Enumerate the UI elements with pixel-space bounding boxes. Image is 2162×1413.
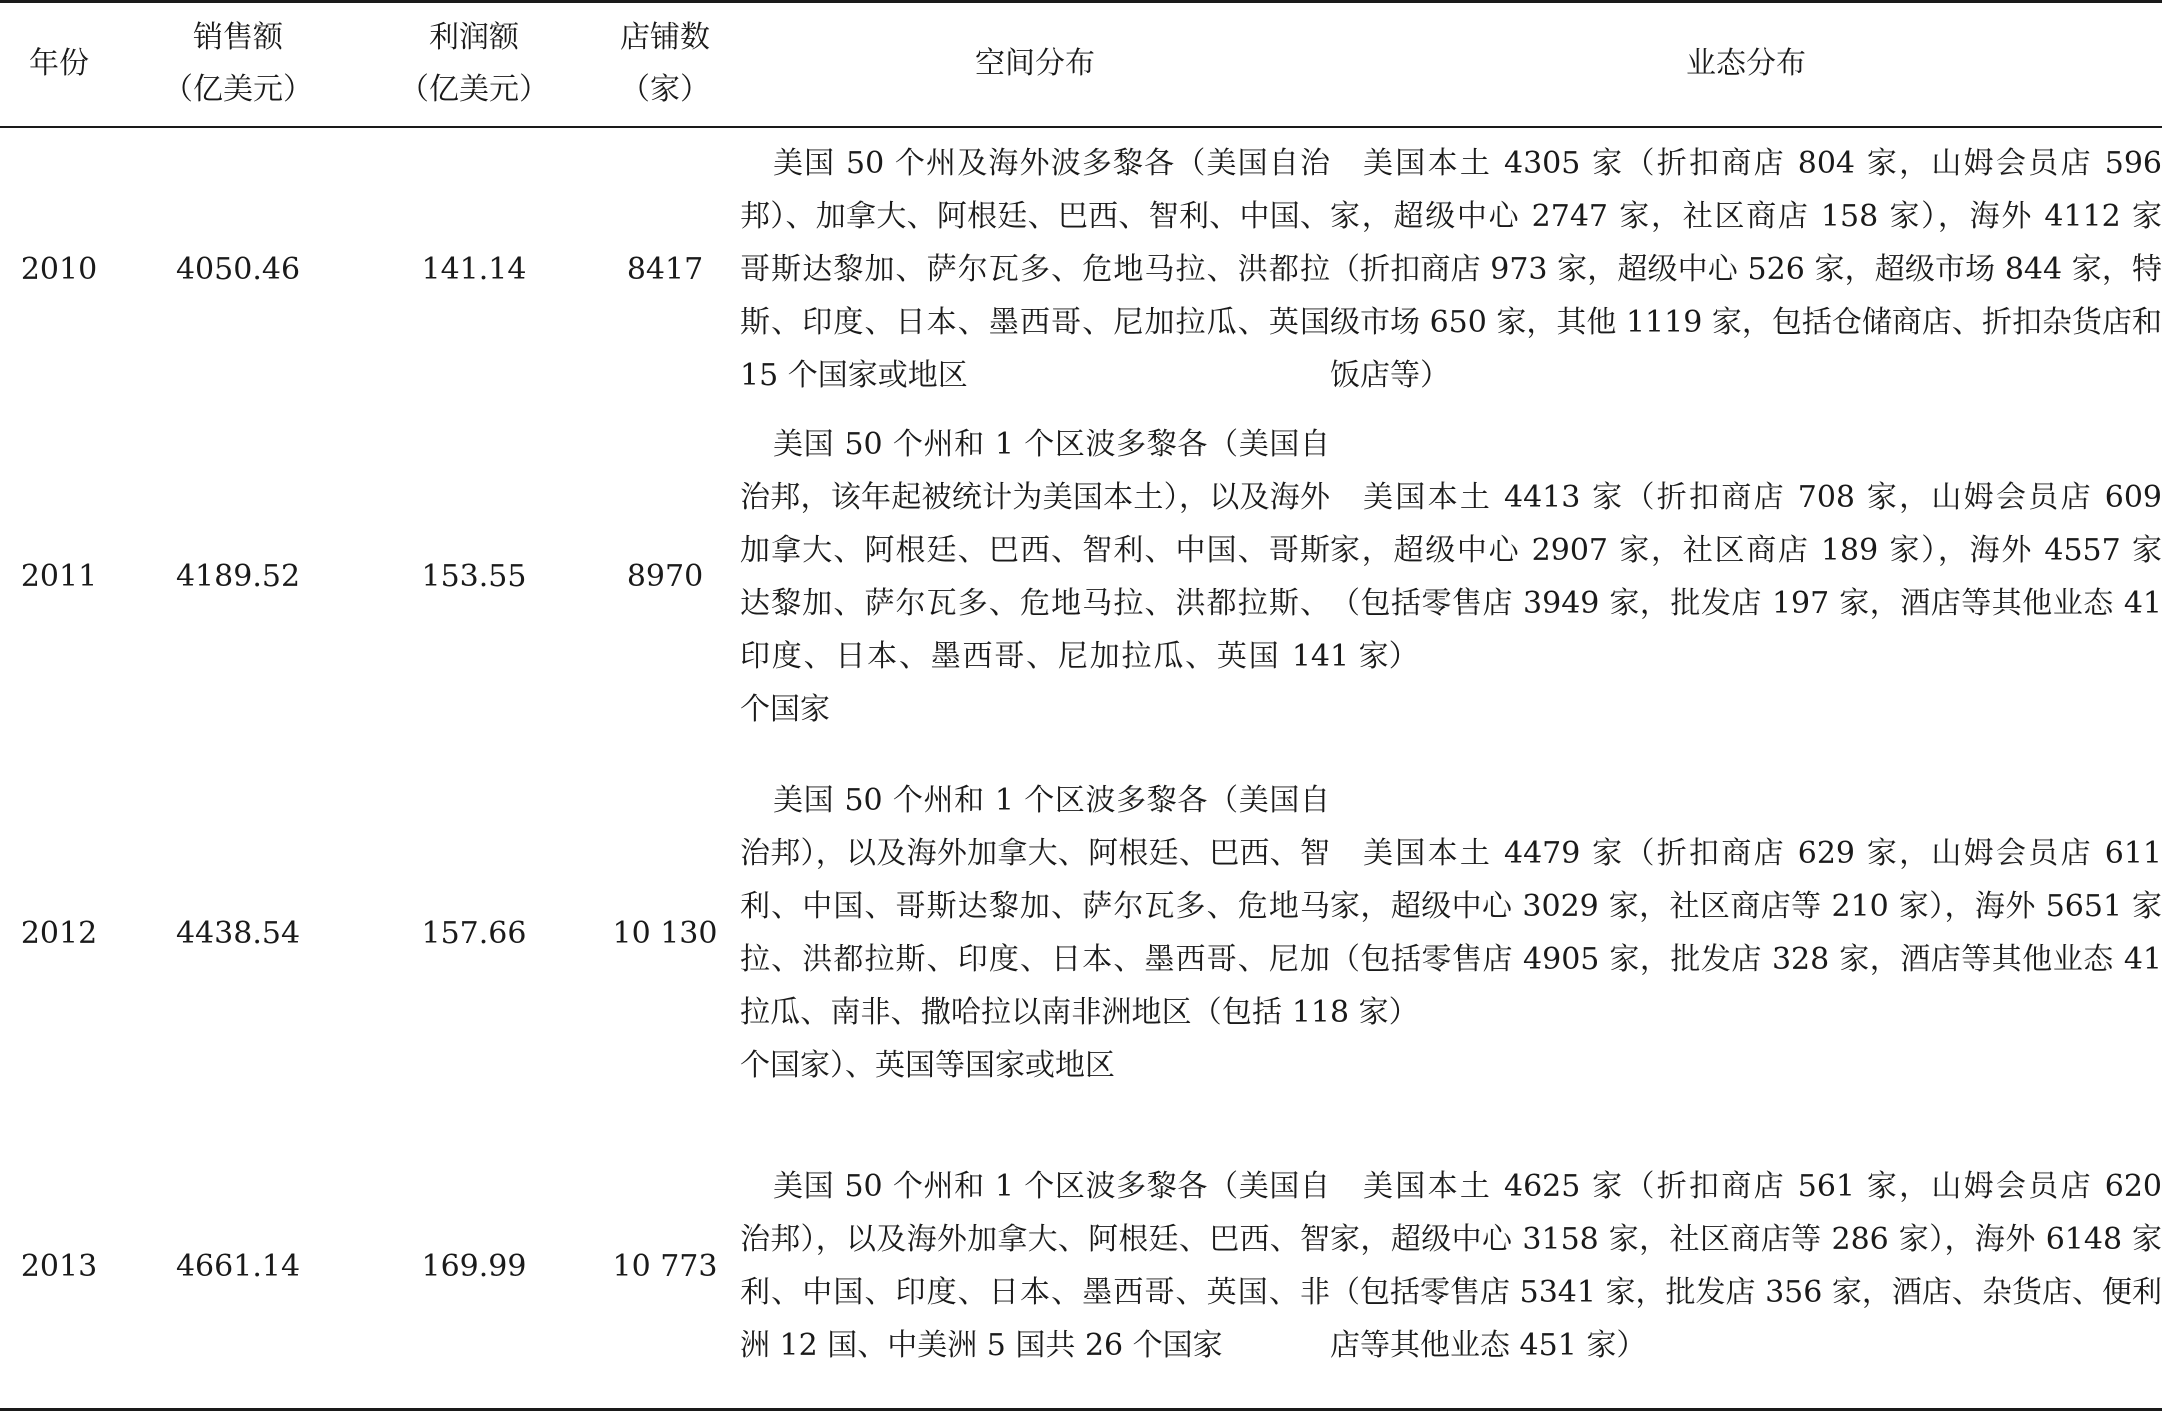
- cell-spatial: 美国 50 个州及海外波多黎各（美国自治邦）、加拿大、阿根廷、巴西、智利、中国、哥斯达黎加、萨尔瓦多、危地马拉、洪都拉斯、印度、日本、墨西哥、尼加拉瓜、英国 15 个国家或地区: [740, 146, 1330, 393]
- cell-stores: 8417: [626, 252, 704, 287]
- header-profit: 利润额 （亿美元）: [399, 20, 549, 108]
- cell-format: 美国本土 4625 家（折扣商店 561 家，山姆会员店 620 家，超级中心 3158 家，社区商店等 286 家），海外 6148 家（包括零售店 5341 家，批发店 356 家，酒店、杂货店、便利店等其他业态 451 家）: [1330, 1169, 2162, 1364]
- cell-spatial: 美国 50 个州和 1 个区波多黎各（美国自治邦），以及海外加拿大、阿根廷、巴西、智利、中国、哥斯达黎加、萨尔瓦多、危地马拉、洪都拉斯、印度、日本、墨西哥、尼加拉瓜、南非、撒哈拉以南非洲地区（包括 11 个国家）、英国等国家或地区: [740, 783, 1330, 1083]
- table-row: [0, 412, 2162, 742]
- cell-year: 2010: [20, 252, 98, 287]
- cell-spatial: 美国 50 个州和 1 个区波多黎各（美国自治邦），以及海外加拿大、阿根廷、巴西、智利、中国、印度、日本、墨西哥、英国、非洲 12 国、中美洲 5 国共 26 个国家: [740, 1169, 1330, 1364]
- cell-year: 2012: [20, 915, 98, 951]
- table-header: [0, 2, 2162, 127]
- table-body: [0, 127, 2162, 1410]
- cell-profit: 153.55: [421, 559, 527, 594]
- cell-format: 美国本土 4413 家（折扣商店 708 家，山姆会员店 609 家，超级中心 2907 家，社区商店 189 家），海外 4557 家（包括零售店 3949 家，批发店 197 家，酒店等其他业态 411 家）: [1330, 479, 2162, 674]
- header-row: [0, 2, 2162, 127]
- cell-format: 美国本土 4479 家（折扣商店 629 家，山姆会员店 611 家，超级中心 3029 家，社区商店等 210 家），海外 5651 家（包括零售店 4905 家，批发店 328 家，酒店等其他业态 418 家）: [1330, 836, 2162, 1030]
- cell-profit: 169.99: [421, 1248, 527, 1284]
- table-row: [0, 1125, 2162, 1410]
- header-year: 年份: [29, 46, 89, 82]
- header-sales: 销售额 （亿美元）: [163, 20, 313, 108]
- cell-sales: 4050.46: [175, 252, 301, 287]
- cell-profit: 157.66: [421, 915, 527, 951]
- cell-year: 2013: [20, 1248, 98, 1284]
- header-stores: 店铺数 （家）: [620, 20, 710, 108]
- cell-sales: 4189.52: [175, 559, 301, 594]
- header-spatial: 空间分布: [975, 46, 1095, 82]
- cell-stores: 10 130: [612, 915, 718, 951]
- cell-sales: 4661.14: [175, 1248, 301, 1284]
- header-format: 业态分布: [1686, 46, 1806, 82]
- cell-year: 2011: [20, 559, 98, 594]
- table-row: [0, 742, 2162, 1125]
- cell-spatial: 美国 50 个州和 1 个区波多黎各（美国自治邦，该年起被统计为美国本土），以及海外加拿大、阿根廷、巴西、智利、中国、哥斯达黎加、萨尔瓦多、危地马拉、洪都拉斯、印度、日本、墨西哥、尼加拉瓜、英国 14 个国家: [740, 426, 1330, 727]
- table-row: [0, 127, 2162, 412]
- cell-sales: 4438.54: [175, 915, 301, 951]
- cell-stores: 8970: [626, 559, 704, 594]
- cell-profit: 141.14: [421, 252, 527, 287]
- cell-stores: 10 773: [612, 1248, 718, 1284]
- cell-format: 美国本土 4305 家（折扣商店 804 家，山姆会员店 596 家，超级中心 2747 家，社区商店 158 家），海外 4112 家（折扣商店 973 家，超级中心 526 家，超级市场 844 家，特级市场 650 家，其他 1119 家，包括仓储商店、折扣杂货店和饭店等）: [1330, 146, 2162, 393]
